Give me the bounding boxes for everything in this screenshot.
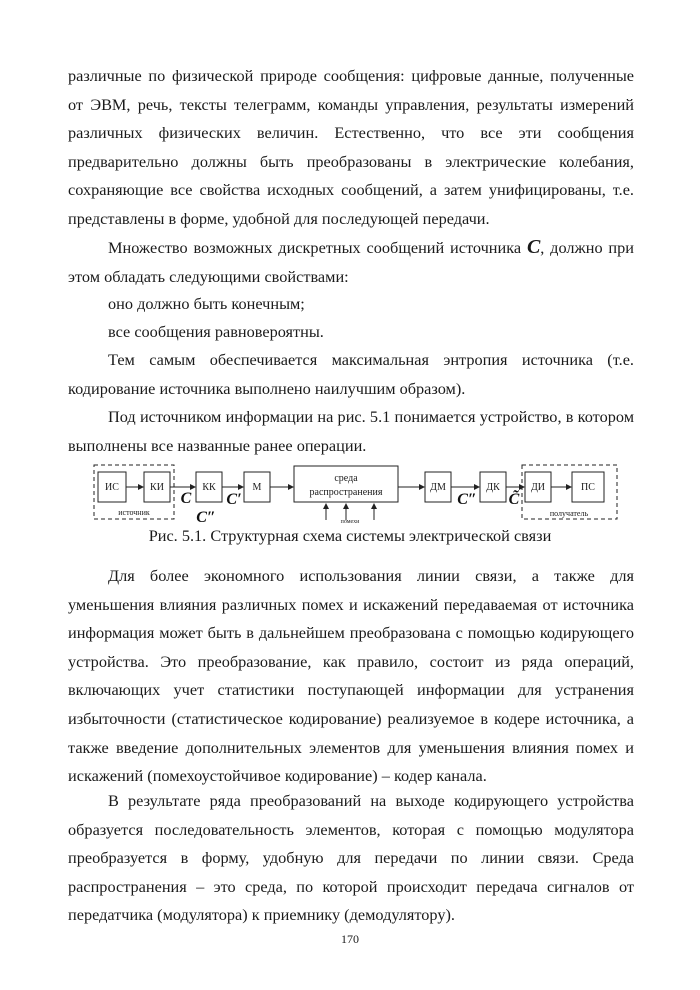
paragraph-3: Тем самым обеспечивается максимальная энтропия источника (т.е. кодирование источника выполнено наилучшим образом). (68, 350, 634, 398)
block-m-label: М (252, 482, 262, 493)
receiver-group-label: получатель (549, 509, 589, 518)
signal-c-double-out: C″ (457, 491, 477, 508)
signal-c-prime: C′ (226, 491, 242, 508)
paragraph-2-text-b: , должно при этом обладать следующими свойствами: (68, 238, 635, 286)
paragraph-6: В результате ряда преобразований на выходе кодирующего устройства образуется последовательность элементов, которая с помощью модулятора преобразуется в форму, удобную для передачи по линии связи. Среда распространения – это среда, по которой происходит передача сигналов от передатчика (модулятора) к приемнику (демодулятору). (68, 791, 634, 925)
figure-caption: Рис. 5.1. Структурная схема системы электрической связи (148, 526, 552, 545)
paragraph-2 (68, 233, 634, 291)
signal-c-tilde: C̃ (508, 491, 520, 508)
block-dm-label: ДМ (430, 482, 446, 493)
var-c: C (526, 236, 541, 258)
block-is-label: ИС (105, 482, 119, 493)
figure-block-diagram (88, 460, 628, 524)
block-dk-label: ДК (486, 482, 500, 493)
block-medium-label-2: распространения (309, 487, 383, 498)
list-item-1: оно должно быть конечным; (108, 294, 305, 313)
source-group-label: источник (118, 508, 150, 517)
block-di-label: ДИ (530, 482, 546, 493)
paragraph-5: Для более экономного использования линии связи, а также для уменьшения влияния различных помех и искажений передаваемая от источника информация может быть в дальнейшем преобразована с помощью кодирующего устройства. Это преобразование, как правило, состоит из ряда операций, включающих учет статистики поступающей информации для устранения избыточности (статистическое кодирование) реализуемое в кодере источника, а также введение дополнительных элементов для уменьшения влияния помех и искажений (помехоустойчивое кодирование) – кодер канала. (68, 566, 634, 786)
block-medium-label-1: среда (334, 473, 358, 484)
block-ki-label: КИ (150, 482, 164, 493)
signal-c: C (180, 490, 192, 507)
block-ps-label: ПС (581, 482, 595, 493)
block-kk-label: КК (202, 482, 216, 493)
paragraph-2-text-a: Множество возможных дискретных сообщений источника (108, 238, 527, 257)
paragraph-1: различные по физической природе сообщения: цифровые данные, полученные от ЭВМ, речь, тексты телеграмм, команды управления, результаты измерений различных физических величин. Естественно, что все эти сообщения предварительно должны быть преобразованы в электрические колебания, сохраняющие все свойства исходных сообщений, а затем унифицированы, т.е. представлены в форме, удобной для последующей передачи. (68, 66, 634, 228)
paragraph-4: Под источником информации на рис. 5.1 понимается устройство, в котором выполнены все названные ранее операции. (68, 407, 634, 455)
list-item-2: все сообщения равновероятны. (108, 322, 324, 341)
page-number: 170 (341, 932, 359, 946)
noise-label: помехи (340, 519, 360, 524)
signal-c-double: C″ (196, 509, 216, 524)
